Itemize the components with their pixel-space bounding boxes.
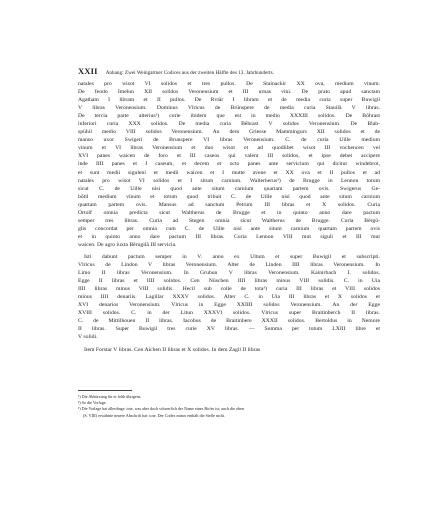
text-line: quartam partem ovis. Mansus ad sanctum Petrum III libras et X solidos. Curia: [78, 201, 380, 208]
footnote: (S. VIII) erwähnte neuere Abschrift hat: tote. Der Codex minor enthält die Stelle nicht.: [83, 412, 226, 418]
page-header: [78, 66, 380, 76]
footnote-list: [78, 394, 380, 419]
text-line: C. de Mittilhouen II libras. Iacobus de Braitinbere XXXII solidos. Bertoldus in Nemore: [78, 318, 380, 325]
text-line: minus IIII denariis. Lagillar XXXV solidos. Alter C. in Uia III libras et X solidos et: [78, 294, 380, 301]
text-line: Agatham I libram et II pullos. De Rvtär I libram et de media curia super Buwigil: [78, 97, 380, 104]
text-line: inferiori curia XXX solidos. De media curia Bēhrast V solidos Veronensium. De Blah-: [78, 121, 380, 128]
text-line: Egge II libras et IIII solidos. Cen Nüschen IIII libras minus VIII solidis. C. in Uia: [78, 278, 380, 285]
text-line: De feodo Imelun XII solidos Veronensium et III urnas vini. De prato apud sanctam: [78, 89, 380, 96]
footnote-rule: [78, 390, 132, 391]
footnote: ²) So die Vorlage.: [78, 400, 107, 406]
text-line: IIII libras minus VIII solidis. Hecil sub colle de tota³) curia III libras et VIII solidos: [78, 286, 380, 293]
text-line: Vlricus de Lindon V libras Veronensium. Alter de Linden IIII libras Veronensium. In: [78, 262, 380, 269]
text-line: Item Forstar V libras. Cen Aichen II libras et X solidos. In dem Zagil II libras: [84, 346, 261, 353]
text-line: bōtil medium vinum et totum quod tribuit C. de Uille nisi quod ante situm carnium: [78, 193, 380, 200]
text-line: XVI denarios Veronensium. Vlricus in Egge XXIIII solidos Veronensium. An der Egge: [78, 302, 380, 309]
text-line: Ortolf omnia predicta sicut Waltherus de Brugge et in quinto anno dare pactum: [78, 209, 380, 216]
text-line: inde IIII panes et I caseum, et decem et octo panes ante servicium qui dicitur windebrot,: [78, 161, 380, 168]
text-line: sicut C. de Uille nisi quod ante situm carnium quartam partem ovis. Swigerus Ge-: [78, 185, 380, 192]
paragraph-1: [78, 80, 380, 249]
text-line: V solidi.: [78, 334, 98, 341]
text-line: V libras Veronensium. Dominus Vlricus de Brūnspere de media curia Stauilä V libras.: [78, 105, 380, 112]
page-number: XXII: [78, 66, 98, 76]
running-head: Anhang: Zwei Weingartner Codices aus der zweiten Hälfte des 13. Jahrhunderts.: [105, 70, 274, 76]
text-line: glis concordat per omnia cum C. de Uille nisi ante situm carnium quartam partem ovis: [78, 225, 380, 232]
footnote: ³) Die Vorlage hat allerdings: tote, was aber doch schwerlich der Name eines Hofes ist; auch die oben: [78, 406, 244, 412]
text-line: spühil medio VIII solidos Veronensium. An dem Griesse Mammingurs XII solidos et de: [78, 129, 380, 136]
footnote: ¹) Die Abkürzung für er fehlt übrigens.: [78, 394, 142, 399]
text-line: manso uxor Swigeri de Brunspere VI libras Veronensium. C. de curia Uille medium: [78, 137, 380, 144]
text-line: et in quinto anno dare pactum III libras. Curia Lennon VIII mut siguli et III mut: [78, 233, 380, 240]
text-line: et sunt medii siguleni et medii waicen et I mutte avene et XX ova et II pullos et ad: [78, 169, 380, 176]
text-line: Limo II libras Veronensium. In Grubun V libras Veronensium. Kainirbach I. solidos.: [78, 270, 380, 277]
body-text: [78, 80, 380, 354]
paragraph-2: [78, 253, 380, 342]
text-line: II libras. Super Buwigil tres curie XV libras. — Summa per totum LXIII libre et: [78, 326, 380, 333]
text-line: semper tres libras. Curia ad Stegen omnia sicut Waltherus de Brugge. Curia Bērgū-: [78, 217, 380, 224]
text-line: XVI panes waicen de foro et III caseos qui valent III solidos, et ipse debet accipere: [78, 153, 380, 160]
paragraph-3: [78, 346, 380, 354]
text-line: vinum et VI libras Veronensium et duo wisot et ad quodlibet wisot III vochencen vel: [78, 145, 380, 152]
text-line: De tercia parte alterius¹) curie ibidem que est in medio XXXIII solidos. De Böhrast: [78, 113, 380, 120]
footnotes: [78, 390, 380, 419]
text-line: XVIII solidos. C. in der Litun XXXVI solidos. Vlricus super Braitinberch II libras.: [78, 310, 380, 317]
text-line: waicen. De agro iuxta Bērugilā III servicia.: [78, 241, 177, 248]
text-line: natales pro wisot VI solidos et tres pullos. De Stainackir XX ova, medium vinum.: [78, 81, 380, 87]
text-line: natales pro wisot VI solidos et I situm carnium. Walterherus²) de Brugge in Lennon totum: [78, 177, 380, 184]
text-line: Isti dabunt pactum semper in V. anno ex Ultum et super Buwigil et subscripti.: [84, 253, 380, 260]
